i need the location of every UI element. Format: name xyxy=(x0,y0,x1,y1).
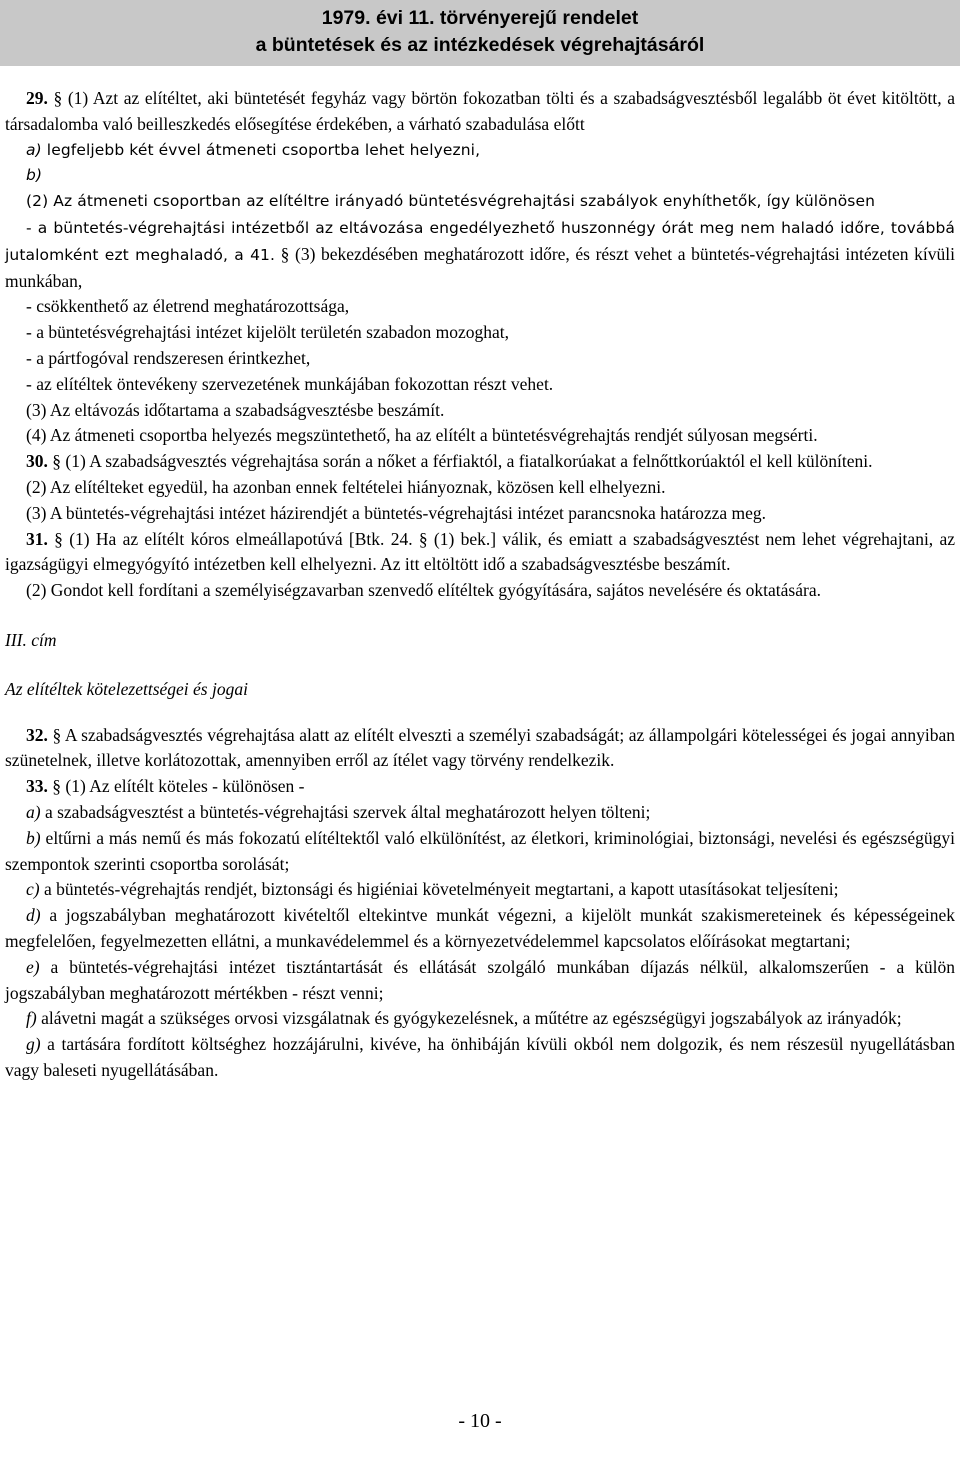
section-33-item-b xyxy=(5,826,955,878)
document-body xyxy=(5,86,955,1084)
item-label: e) xyxy=(26,956,40,977)
section-29-number: 29. xyxy=(26,88,48,108)
section-30-paragraph-3: (3) A büntetés-végrehajtási intézet házirendjét a büntetés-végrehajtási intézet parancsnoka határozza meg. xyxy=(26,502,767,523)
item-text: a szabadságvesztést a büntetés-végrehajtási szervek által meghatározott helyen tölteni; xyxy=(44,801,651,822)
section-29-dash-2: - a büntetésvégrehajtási intézet kijelölt területén szabadon mozoghat, xyxy=(26,322,510,343)
page-number: - 10 - xyxy=(458,1410,502,1432)
section-33-item-g xyxy=(5,1032,955,1084)
section-31-text-1: § (1) Ha az elítélt kóros elmeállapotúvá [Btk. 24. § (1) bek.] válik, és emiatt a szabadságvesztést nem lehet végrehajtani, az igazságügyi elmegyógyító intézetben kell elhelyezni. Az itt eltöltött idő a szabadságvesztésbe beszámít. xyxy=(5,528,955,575)
section-29-paragraph-3 xyxy=(5,215,955,294)
section-33-item-f xyxy=(5,1006,955,1032)
section-29-paragraph-1 xyxy=(5,86,955,138)
section-29-text-3a: - a büntetés-végrehajtási intézetből az eltávozása engedélyezhető huszonnégy órát meg nem haladó időre, továbbá jutalomként ezt meghaladó, a 41. xyxy=(5,218,955,264)
chapter-title: III. cím xyxy=(5,629,57,650)
item-label: g) xyxy=(26,1034,41,1055)
item-text: alávetni magát a szükséges orvosi vizsgálatnak és gyógykezelésnek, a műtétre az egészségügyi jogszabályok az irányadók; xyxy=(41,1008,902,1029)
item-label: f) xyxy=(26,1008,37,1029)
section-30-number: 30. xyxy=(26,451,48,472)
item-a-label: a) xyxy=(26,140,42,159)
item-text: eltűrni a más nemű és más fokozatú elítéltektől való elkülönítést, az életkori, kriminológiai, biztonsági, nevelési és egészségügyi szempontok szerinti csoportba sorolását; xyxy=(5,827,956,874)
item-text: a büntetés-végrehajtási intézet tisztántartását és ellátását szolgáló munkában díjazás nélkül, alkalomszerűen - a külön jogszabályban meghatározott mértékben - részt venni; xyxy=(5,956,955,1003)
section-30-text-1: § (1) A szabadságvesztés végrehajtása során a nőket a férfiaktól, a fiatalkorúakat a felnőttkorúaktól el kell különíteni. xyxy=(52,451,873,472)
item-b-label: b) xyxy=(26,166,43,185)
section-32-paragraph-1 xyxy=(5,723,955,775)
header-title-line1: 1979. évi 11. törvényerejű rendelet xyxy=(321,7,639,29)
item-label: d) xyxy=(26,905,41,926)
section-33-item-d xyxy=(5,903,955,955)
header-title-line2: a büntetések és az intézkedések végrehajtásáról xyxy=(255,34,705,56)
section-33-item-a xyxy=(5,800,955,826)
page-header xyxy=(0,0,960,66)
section-31-paragraph-1 xyxy=(5,527,955,579)
section-29-dash-1: - csökkenthető az életrend meghatározottsága, xyxy=(26,296,350,317)
item-text: a tartására fordított költséghez hozzájárulni, kivéve, ha önhibáján kívüli okból nem dolgozik, és nem részesül nyugellátásban vagy baleseti nyugellátásában. xyxy=(5,1034,956,1080)
section-29-dash-4: - az elítéltek öntevékeny szervezetének munkájában fokozottan részt vehet. xyxy=(26,373,554,394)
section-30-paragraph-2: (2) Az elítélteket egyedül, ha azonban ennek feltételei hiányoznak, közösen kell elhelyezni. xyxy=(26,476,666,497)
section-33-number: 33. xyxy=(26,776,48,797)
section-33-paragraph-1 xyxy=(5,774,955,800)
section-29-item-b xyxy=(5,163,955,189)
section-30-paragraph-1 xyxy=(5,449,955,475)
section-29-item-a xyxy=(5,138,955,164)
section-33-item-e xyxy=(5,955,955,1007)
item-a-text: legfeljebb két évvel átmeneti csoportba lehet helyezni, xyxy=(46,140,481,159)
item-label: b) xyxy=(26,827,41,848)
section-29-text-1: § (1) Azt az elítéltet, aki büntetését fegyház vagy börtön fokozatban tölti és a szabadságvesztésből legalább öt évet kitöltött, a társadalomba való beilleszkedés elősegítése érdekében, a várható szabadulása előtt xyxy=(5,88,955,134)
section-29-text-3b: § (3) bekezdésében meghatározott időre, és részt vehet a büntetés-végrehajtási intézeten kívüli munkában, xyxy=(5,243,955,291)
section-29-paragraph-5: (4) Az átmeneti csoportba helyezés megszüntethető, ha az elítélt a büntetésvégrehajtás rendjét súlyosan megsérti. xyxy=(26,425,818,446)
section-29-paragraph-2: (2) Az átmeneti csoportban az elítéltre irányadó büntetésvégrehajtási szabályok enyhíthetők, így különösen xyxy=(26,192,876,211)
item-text: a jogszabályban meghatározott kivételtől eltekintve munkát végezni, a kijelölt munkát szakismereteinek és képességeinek megfelelően, fegyelmezetten ellátni, a munkavédelemmel és a környezetvédelemmel kapcsolatos előírásokat megtartani; xyxy=(5,905,956,951)
section-31-number: 31. xyxy=(26,528,48,549)
item-label: c) xyxy=(26,879,40,900)
section-32-number: 32. xyxy=(26,724,48,745)
section-33-text-1: § (1) Az elítélt köteles - különösen - xyxy=(52,776,305,797)
item-label: a) xyxy=(26,801,41,822)
item-text: a büntetés-végrehajtás rendjét, biztonsági és higiéniai követelményeit megtartani, a kapott utasításokat teljesíteni; xyxy=(43,879,839,900)
section-29-paragraph-4: (3) Az eltávozás időtartama a szabadságvesztésbe beszámít. xyxy=(26,399,445,420)
chapter-subtitle: Az elítéltek kötelezettségei és jogai xyxy=(5,678,248,699)
section-33-item-c xyxy=(5,877,955,903)
section-31-paragraph-2: (2) Gondot kell fordítani a személyiségzavarban szenvedő elítéltek gyógyítására, sajátos nevelésére és oktatására. xyxy=(26,580,821,601)
section-29-dash-3: - a pártfogóval rendszeresen érintkezhet, xyxy=(26,347,311,368)
section-32-text-1: § A szabadságvesztés végrehajtása alatt az elítélt elveszti a személyi szabadságát; az állampolgári kötelességei és jogai annyiban szünetelnek, illetve korlátozottak, amennyiben erről az ítélet vagy törvény rendelkezik. xyxy=(5,724,956,771)
